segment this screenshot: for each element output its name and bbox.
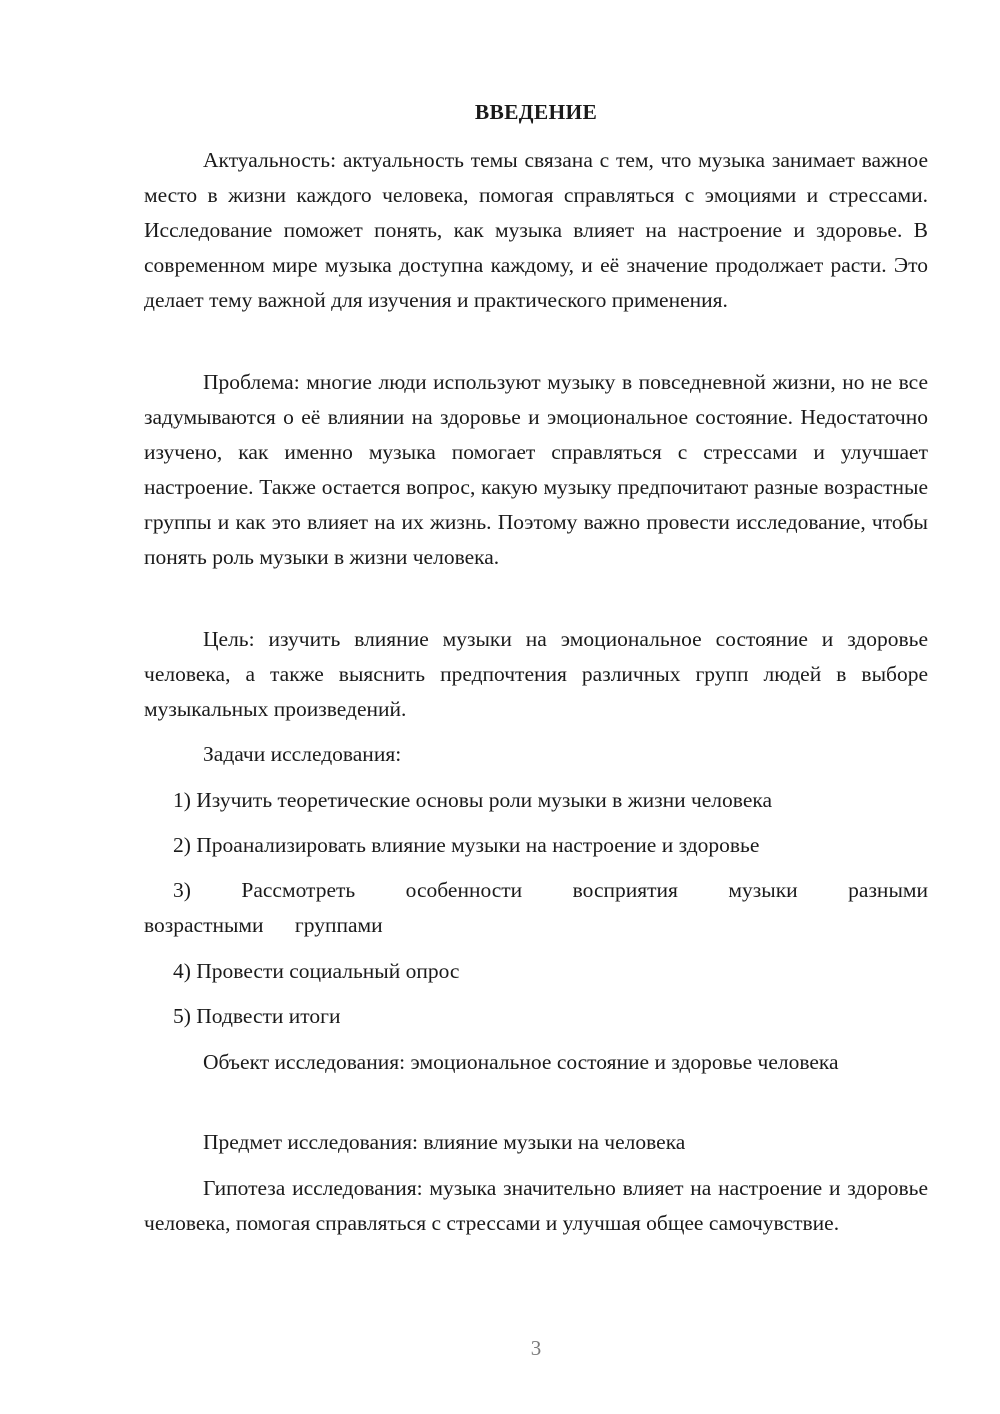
page-number: 3 [530,1336,542,1360]
task-item-2: 2) Проанализировать влияние музыки на настроение и здоровье [173,833,760,857]
relevance-paragraph: Актуальность: актуальность темы связана с тем, что музыка занимает важное место в жизни каждого человека, помогая справляться с эмоциями и стрессами. Исследование поможет понять, как музыка влияет на настроение и здоровье. В современном мире музыка доступна каждому, и её значение продолжает расти. Это делает тему важной для изучения и практического применения. [144,148,928,312]
task-item-1: 1) Изучить теоретические основы роли музыки в жизни человека [173,788,773,812]
subject-paragraph: Предмет исследования: влияние музыки на человека [203,1130,686,1154]
task-item-5: 5) Подвести итоги [173,1004,341,1028]
tasks-heading: Задачи исследования: [203,742,402,766]
page-title: ВВЕДЕНИЕ [474,100,598,124]
goal-paragraph: Цель: изучить влияние музыки на эмоциональное состояние и здоровье человека, а также выяснить предпочтения различных групп людей в выборе музыкальных произведений. [144,627,928,721]
task-item-3: 3) Рассмотреть особенности восприятия музыки разными возрастными группами [144,878,928,937]
hypothesis-paragraph: Гипотеза исследования: музыка значительно влияет на настроение и здоровье человека, помогая справляться с стрессами и улучшая общее самочувствие. [144,1176,928,1235]
problem-paragraph: Проблема: многие люди используют музыку в повседневной жизни, но не все задумываются о её влиянии на здоровье и эмоциональное состояние. Недостаточно изучено, как именно музыка помогает справляться с стрессами и улучшает настроение. Также остается вопрос, какую музыку предпочитают разные возрастные группы и как это влияет на их жизнь. Поэтому важно провести исследование, чтобы понять роль музыки в жизни человека. [144,370,928,569]
object-paragraph: Объект исследования: эмоциональное состояние и здоровье человека [203,1050,839,1074]
task-item-4: 4) Провести социальный опрос [173,959,460,983]
